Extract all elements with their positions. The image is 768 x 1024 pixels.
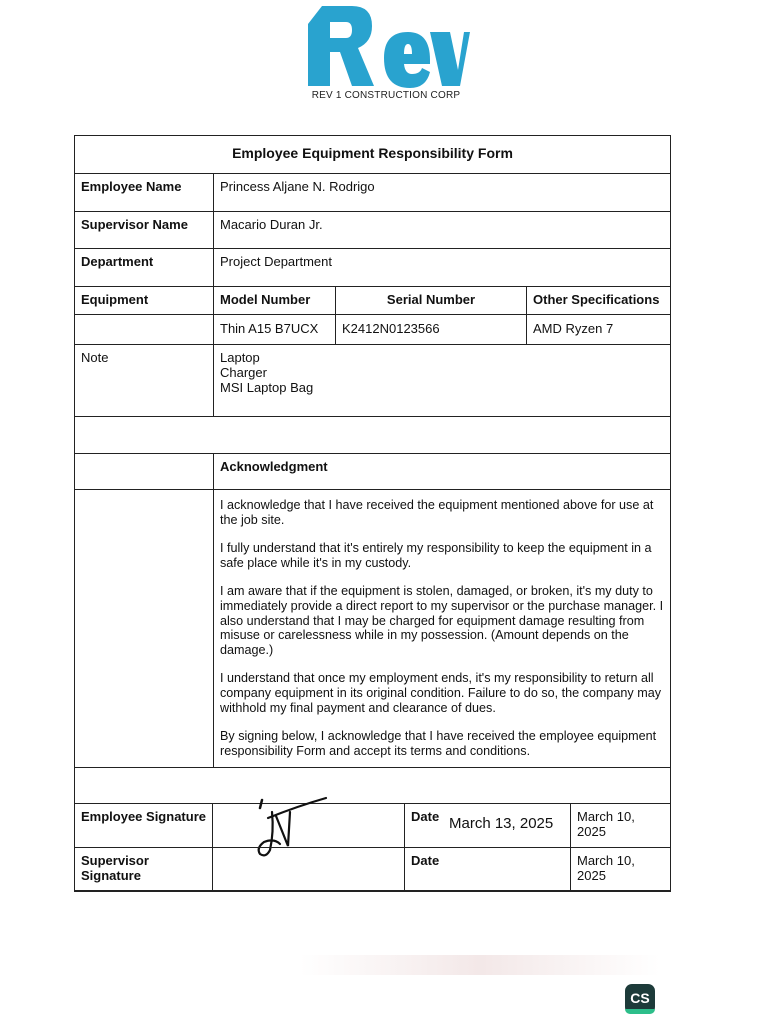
employee-typed-date: March 13, 2025 <box>449 815 554 832</box>
department-label: Department <box>74 248 214 287</box>
equipment-label: Equipment <box>74 286 214 315</box>
employee-printed-date: March 10, 2025 <box>570 803 671 848</box>
company-name: REV 1 CONSTRUCTION CORP <box>311 90 461 101</box>
model-number-header: Model Number <box>213 286 336 315</box>
note-label: Note <box>74 344 214 417</box>
serial-number-value: K2412N0123566 <box>335 314 527 345</box>
other-specs-header: Other Specifications <box>526 286 671 315</box>
spacer-row <box>74 416 671 454</box>
spacer-row <box>74 767 671 804</box>
supervisor-signature-box <box>212 847 405 892</box>
acknowledgment-heading: Acknowledgment <box>213 453 671 490</box>
rev-logo-graphic <box>300 2 470 92</box>
camscanner-badge <box>625 984 655 1014</box>
employee-name-label: Employee Name <box>74 173 214 212</box>
ack-paragraph: I understand that once my employment ends, it's my responsibility to return all company equipment in its original condition. Failure to do so, the company may withhold my final payment and clearance of dues. <box>220 671 662 715</box>
supervisor-date-label: Date <box>404 847 571 892</box>
other-specs-value: AMD Ryzen 7 <box>526 314 671 345</box>
note-item: MSI Laptop Bag <box>220 380 314 395</box>
employee-name-value: Princess Aljane N. Rodrigo <box>213 173 671 212</box>
supervisor-printed-date: March 10, 2025 <box>570 847 671 892</box>
serial-number-header: Serial Number <box>335 286 527 315</box>
scan-smudge <box>300 955 660 975</box>
note-items <box>213 344 671 417</box>
supervisor-name-label: Supervisor Name <box>74 211 214 249</box>
employee-signature-box <box>212 803 405 848</box>
supervisor-signature-label: Supervisor Signature <box>74 847 213 892</box>
company-logo <box>300 2 470 102</box>
ack-paragraph: I fully understand that it's entirely my responsibility to keep the equipment in a safe place while it's in my custody. <box>220 541 652 570</box>
ack-paragraph: I acknowledge that I have received the equipment mentioned above for use at the job site. <box>220 498 654 527</box>
employee-signature-label: Employee Signature <box>74 803 213 848</box>
supervisor-name-value: Macario Duran Jr. <box>213 211 671 249</box>
model-number-value: Thin A15 B7UCX <box>213 314 336 345</box>
form-title: Employee Equipment Responsibility Form <box>74 135 671 174</box>
ack-text-blank-cell <box>74 489 214 768</box>
employee-date-cell <box>404 803 571 848</box>
ack-blank-cell <box>74 453 214 490</box>
camscanner-badge-text: CS <box>630 990 650 1006</box>
department-value: Project Department <box>213 248 671 287</box>
equipment-blank-cell <box>74 314 214 345</box>
note-item: Laptop <box>220 350 260 365</box>
ack-paragraph: I am aware that if the equipment is stolen, damaged, or broken, it's my duty to immediately provide a direct report to my supervisor or the purchase manager. I also understand that I may be charged for equipment damage resulting from misuse or carelessness while in my possession. (Amount depends on the damage.) <box>220 584 664 657</box>
note-item: Charger <box>220 365 267 380</box>
ack-paragraph: By signing below, I acknowledge that I have received the employee equipment responsibility Form and accept its terms and conditions. <box>220 729 657 758</box>
employee-date-label: Date <box>411 809 440 824</box>
equipment-form <box>74 135 671 891</box>
acknowledgment-text <box>213 489 671 768</box>
